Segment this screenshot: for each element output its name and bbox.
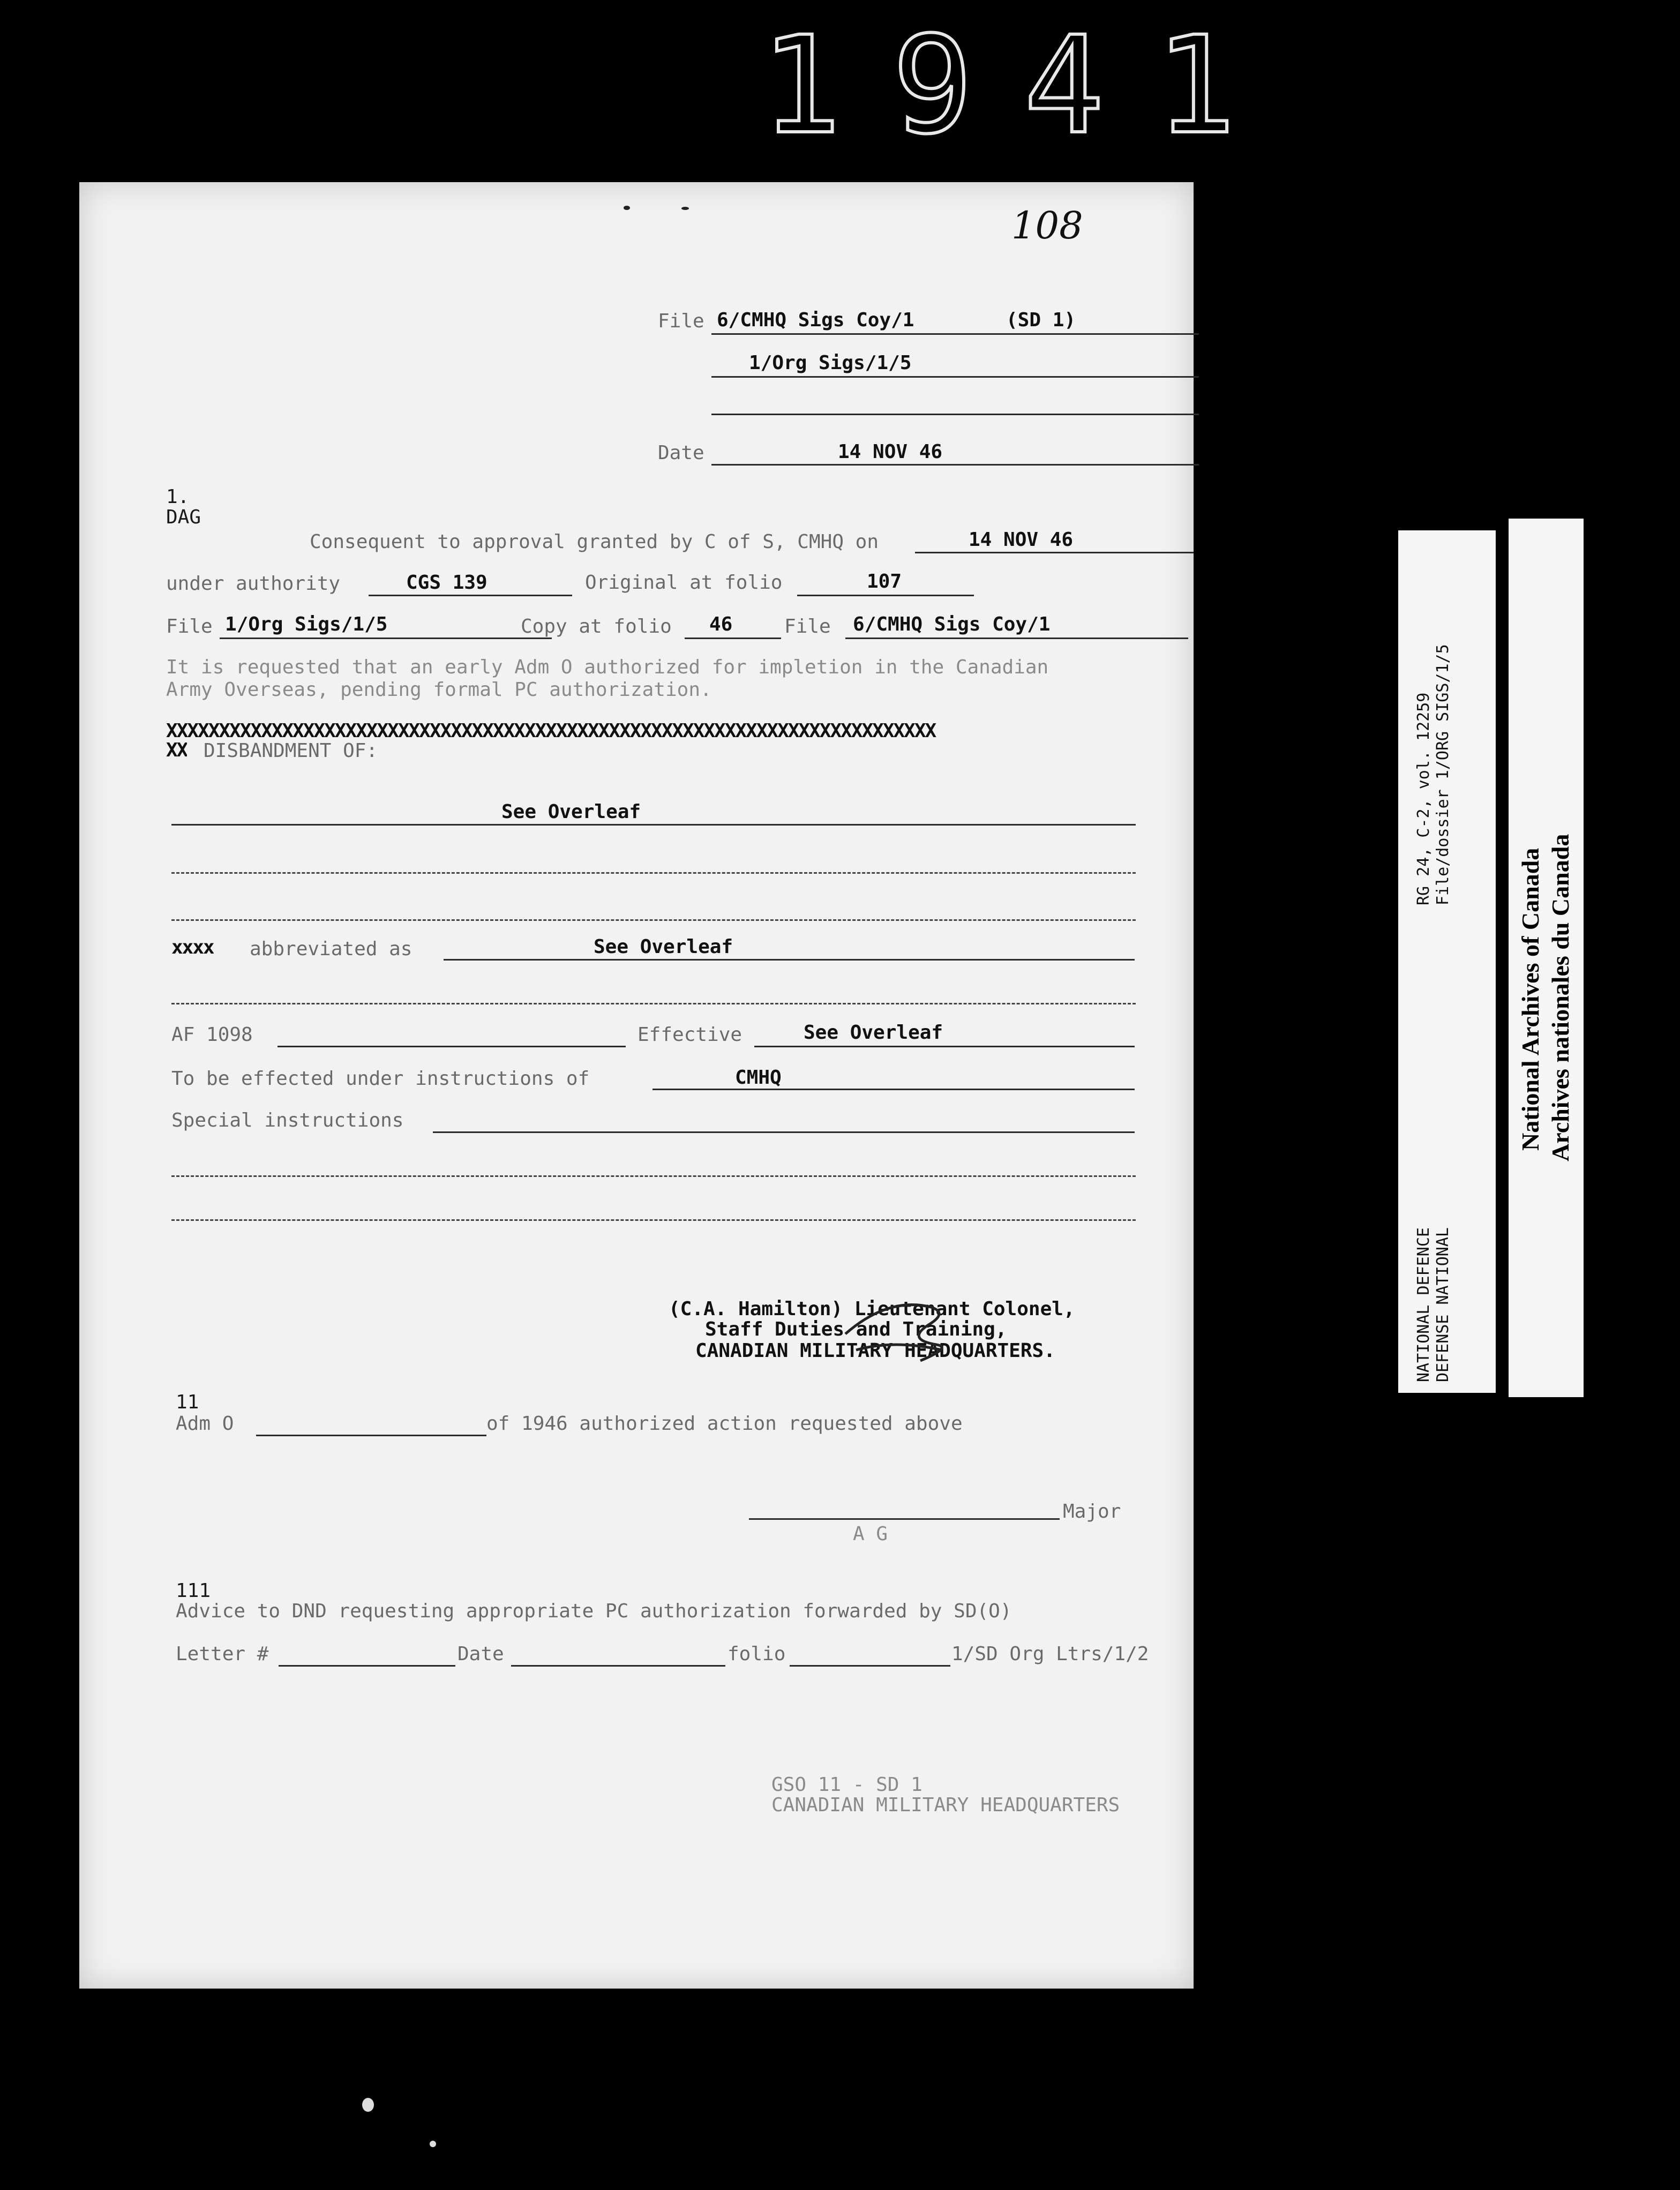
rule: [171, 1219, 1136, 1221]
footer-line-2: CANADIAN MILITARY HEADQUARTERS: [771, 1794, 1120, 1816]
speck: [362, 2098, 374, 2112]
rule: [711, 464, 1199, 466]
original-folio-value: 107: [867, 571, 902, 592]
section-3-number: 111: [176, 1580, 211, 1602]
dept-line-2: DEFENSE NATIONAL: [1434, 1227, 1452, 1382]
date-label: Date: [658, 442, 704, 464]
rule: [845, 638, 1188, 639]
rule: [915, 552, 1194, 553]
signature-line-1: (C.A. Hamilton) Lieutenant Colonel,: [669, 1298, 1075, 1320]
effected-label: To be effected under instructions of: [171, 1068, 590, 1090]
rule: [790, 1665, 950, 1667]
approval-date: 14 NOV 46: [969, 529, 1074, 551]
section-2-number: 11: [176, 1391, 199, 1413]
advice-text: Advice to DND requesting appropriate PC authorization forwarded by SD(O): [176, 1600, 1012, 1622]
file-value-3: 6/CMHQ Sigs Coy/1: [853, 613, 1051, 635]
rule: [711, 376, 1199, 378]
see-overleaf-1: See Overleaf: [501, 801, 641, 823]
archive-ref-line-2: File/dossier 1/ORG SIGS/1/5: [1434, 644, 1452, 905]
copy-folio-label: Copy at folio: [521, 616, 672, 638]
rule: [171, 1003, 1136, 1004]
org-letters-ref: 1/SD Org Ltrs/1/2: [951, 1643, 1149, 1665]
signature-line-3: CANADIAN MILITARY HEADQUARTERS.: [695, 1340, 1055, 1362]
letter-label: Letter #: [176, 1643, 269, 1665]
original-folio-label: Original at folio: [585, 572, 783, 594]
speck: [430, 2141, 436, 2147]
request-line-1: It is requested that an early Adm O authorized for impletion in the Canadian: [166, 656, 1049, 678]
rule: [444, 959, 1135, 961]
disbandment-label: DISBANDMENT OF:: [204, 740, 378, 762]
rule: [171, 1175, 1136, 1177]
dept-line-1: NATIONAL DEFENCE: [1414, 1227, 1433, 1382]
file-label-3: File: [784, 616, 831, 638]
ink-mark: [624, 206, 630, 210]
file-value-2: 1/Org Sigs/1/5: [225, 613, 388, 635]
consequent-text: Consequent to approval granted by C of S, CMHQ on: [310, 531, 879, 553]
handwritten-signature: [824, 1286, 963, 1366]
major-label: Major: [1063, 1501, 1121, 1522]
rule: [511, 1665, 725, 1667]
signature-line-2: Staff Duties and Training,: [705, 1318, 1007, 1340]
major-sub: A G: [853, 1523, 888, 1545]
effective-label: Effective: [638, 1024, 742, 1046]
folio-number-handwritten: 108: [1011, 204, 1083, 248]
rule: [256, 1435, 486, 1436]
ink-mark: [681, 207, 689, 210]
struck-out-line: XXXXXXXXXXXXXXXXXXXXXXXXXXXXXXXXXXXXXXXXXXXXXXXXXXXXXXXXXXXXXXXXXXXXXXXXX: [166, 720, 936, 742]
file-label-2: File: [166, 616, 213, 638]
date-value: 14 NOV 46: [838, 441, 943, 463]
adm-text: of 1946 authorized action requested above: [486, 1413, 963, 1435]
addressee: DAG: [166, 506, 201, 528]
national-archives-en: National Archives of Canada: [1517, 848, 1544, 1151]
rule: [220, 638, 552, 639]
file-ref-1-suffix: (SD 1): [1006, 309, 1076, 331]
file-ref-1: 6/CMHQ Sigs Coy/1: [717, 309, 914, 331]
rule: [171, 919, 1136, 921]
section-1-number: 1.: [166, 486, 190, 508]
af-label: AF 1098: [171, 1024, 253, 1046]
request-line-2: Army Overseas, pending formal PC authorization.: [166, 679, 712, 701]
special-instructions-label: Special instructions: [171, 1109, 404, 1131]
rule: [749, 1518, 1060, 1520]
file-label: File: [658, 310, 704, 332]
rule: [685, 638, 781, 639]
abbreviated-label: abbreviated as: [250, 938, 412, 960]
rule: [652, 1089, 1135, 1090]
national-archives-card: [1509, 519, 1584, 1397]
rule: [278, 1046, 626, 1047]
rule: [279, 1665, 455, 1667]
authority-value: CGS 139: [406, 572, 488, 594]
rule: [711, 414, 1199, 415]
archive-reference-card: [1398, 530, 1496, 1393]
see-overleaf-2: See Overleaf: [594, 936, 733, 958]
folio-label: folio: [728, 1643, 786, 1665]
rule: [171, 872, 1136, 874]
rule: [754, 1046, 1135, 1047]
document-sheet: [79, 182, 1194, 1989]
adm-label: Adm O: [176, 1413, 234, 1435]
footer-line-1: GSO 11 - SD 1: [771, 1774, 922, 1796]
rule: [433, 1131, 1135, 1133]
effected-value: CMHQ: [735, 1067, 782, 1089]
copy-folio-value: 46: [709, 613, 733, 635]
rule: [171, 824, 1136, 826]
archive-ref-line-1: RG 24, C-2, vol. 12259: [1414, 692, 1433, 905]
year-stamp: 1941: [761, 8, 1287, 163]
rule: [711, 333, 1199, 335]
struck-out-prefix: XX: [166, 739, 188, 761]
file-ref-2: 1/Org Sigs/1/5: [749, 352, 912, 374]
rule: [797, 595, 974, 596]
national-archives-fr: Archives nationales du Canada: [1547, 834, 1574, 1161]
under-authority-label: under authority: [166, 573, 341, 595]
date-label-2: Date: [458, 1643, 504, 1665]
rule: [369, 595, 572, 596]
struck-word: xxxx: [171, 936, 214, 958]
see-overleaf-3: See Overleaf: [804, 1022, 943, 1044]
